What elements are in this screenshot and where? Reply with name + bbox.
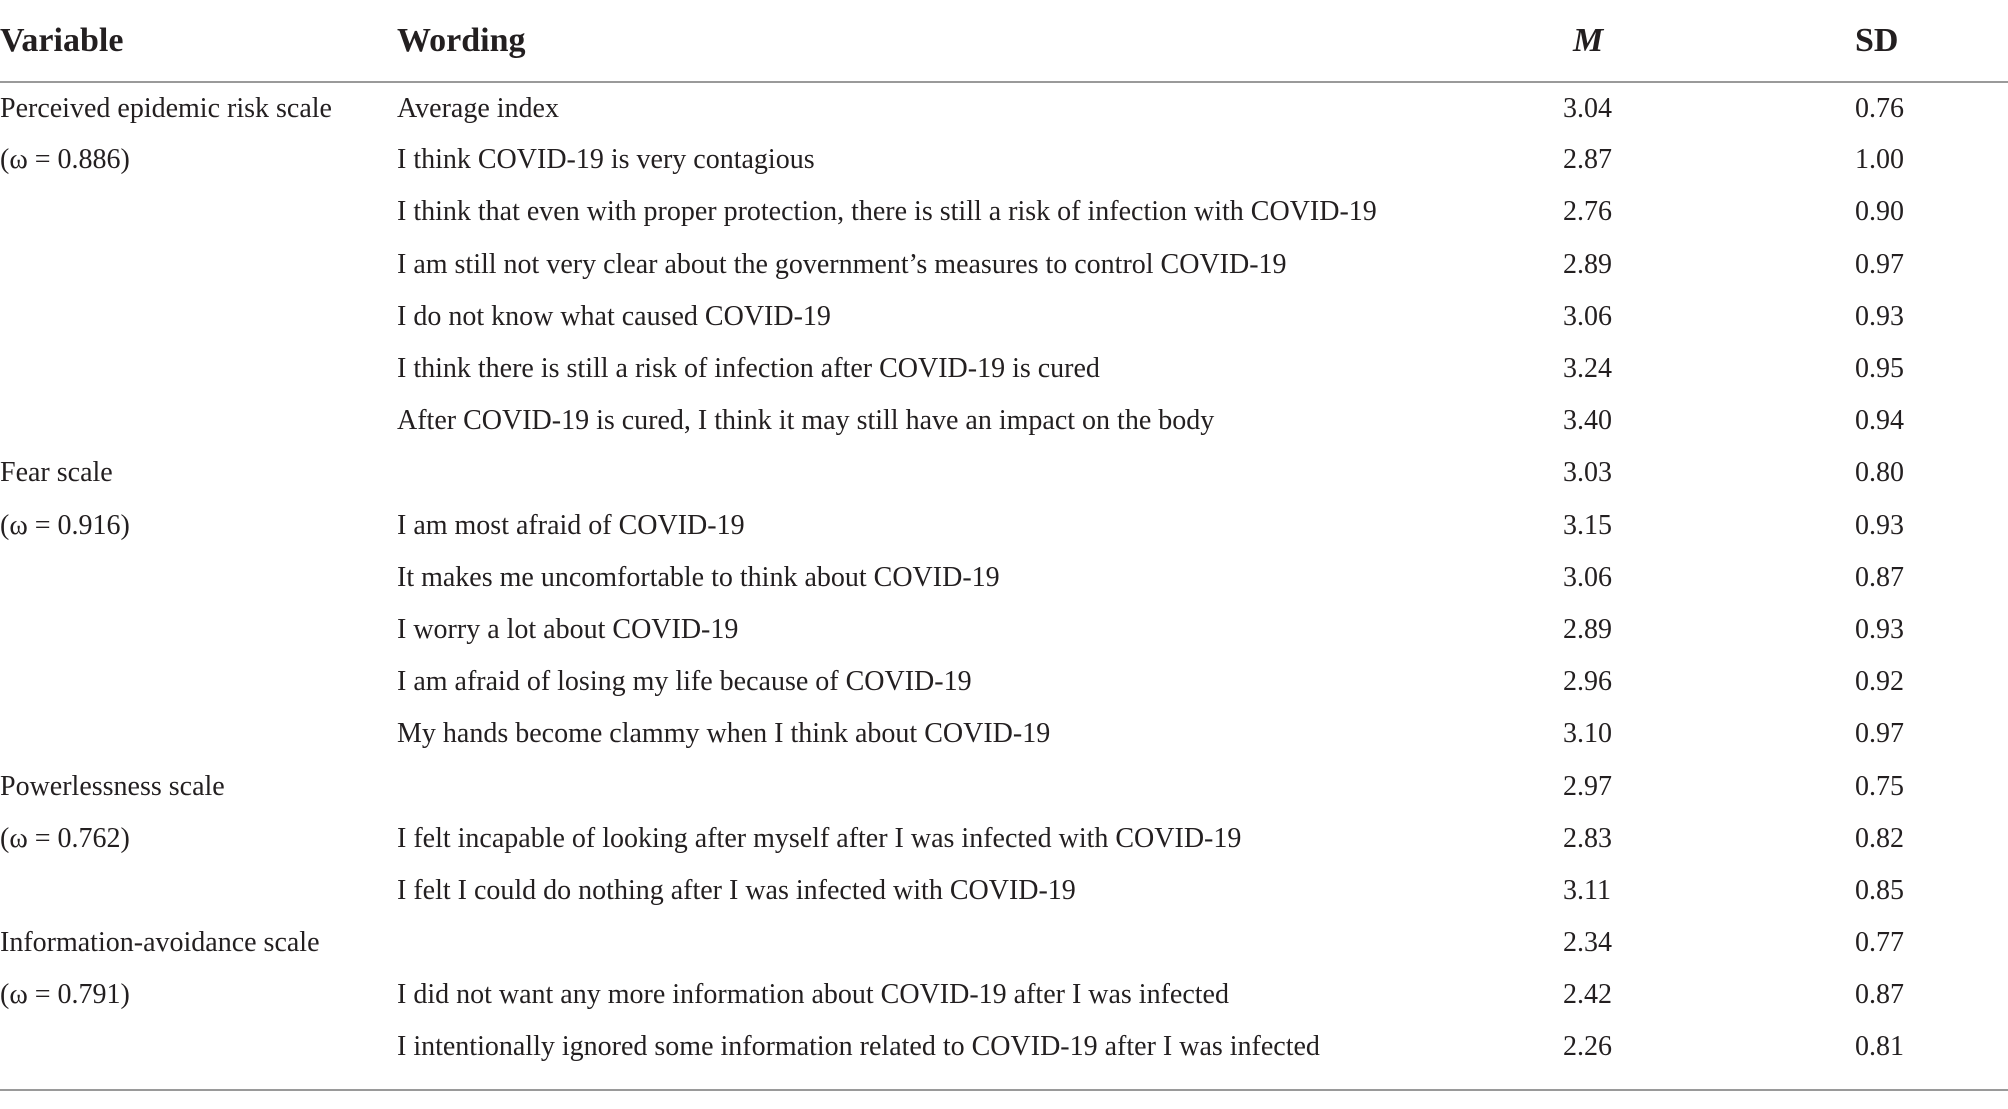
wording-cell: I do not know what caused COVID-19 [397, 300, 831, 332]
header-variable: Variable [0, 0, 397, 82]
header-mean: M [1527, 0, 1917, 82]
variable-cell [0, 291, 397, 343]
table-row [0, 500, 2008, 552]
table-row [0, 604, 2008, 656]
wording-cell: My hands become clammy when I think about COVID-19 [397, 718, 1051, 750]
variable-cell [0, 343, 397, 395]
wording-cell: I think COVID-19 is very contagious [397, 144, 815, 176]
table-header [0, 0, 2008, 82]
variable-cell [0, 239, 397, 291]
sd-value: 0.92 [1855, 666, 1904, 698]
table-body [0, 82, 2008, 1074]
sd-value: 0.90 [1855, 196, 1904, 228]
wording-cell: I did not want any more information about COVID-19 after I was infected [397, 979, 1229, 1011]
sd-value: 0.75 [1855, 770, 1904, 802]
wording-cell: I felt I could do nothing after I was infected with COVID-19 [397, 874, 1076, 906]
mean-cell: 2.34 [1563, 927, 1612, 959]
sd-value: 0.81 [1855, 1031, 1904, 1063]
sd-value: 1.00 [1855, 144, 1904, 176]
wording-cell [397, 917, 1527, 969]
table-row [0, 552, 2008, 604]
sd-cell [1855, 552, 2008, 604]
sd-cell [1855, 760, 2008, 812]
header-row [0, 0, 2008, 82]
variable-cell: (ω = 0.762) [0, 822, 130, 854]
table-row [0, 291, 2008, 343]
sd-cell [1855, 656, 2008, 708]
mean-cell: 3.40 [1563, 405, 1612, 437]
table-row [0, 656, 2008, 708]
bottom-rule [0, 1089, 2008, 1091]
table-row [0, 865, 2008, 917]
variable-cell [0, 604, 397, 656]
mean-cell: 3.15 [1563, 509, 1612, 541]
table-row [0, 708, 2008, 760]
mean-cell: 2.89 [1563, 613, 1612, 645]
variable-cell: Perceived epidemic risk scale [0, 92, 332, 124]
mean-cell: 3.24 [1563, 353, 1612, 385]
sd-value: 0.76 [1855, 92, 1904, 124]
sd-cell [1855, 395, 2008, 447]
sd-cell [1855, 708, 2008, 760]
variable-cell: Powerlessness scale [0, 770, 225, 802]
wording-cell [397, 447, 1527, 499]
sd-value: 0.97 [1855, 718, 1904, 750]
table-row [0, 134, 2008, 186]
wording-cell: I think there is still a risk of infection after COVID-19 is cured [397, 353, 1100, 385]
variable-cell [0, 395, 397, 447]
wording-cell [397, 760, 1527, 812]
sd-cell [1855, 186, 2008, 238]
mean-cell: 3.10 [1563, 718, 1612, 750]
sd-value: 0.80 [1855, 457, 1904, 489]
mean-cell: 3.11 [1563, 874, 1611, 906]
sd-value: 0.85 [1855, 874, 1904, 906]
variable-cell: Fear scale [0, 457, 113, 489]
mean-cell: 2.76 [1563, 196, 1612, 228]
variable-cell [0, 552, 397, 604]
mean-cell: 3.03 [1563, 457, 1612, 489]
wording-cell: I felt incapable of looking after myself after I was infected with COVID-19 [397, 822, 1242, 854]
variable-cell [0, 865, 397, 917]
mean-cell: 2.42 [1563, 979, 1612, 1011]
wording-cell: Average index [397, 92, 559, 124]
variable-cell: (ω = 0.886) [0, 144, 130, 176]
sd-value: 0.93 [1855, 509, 1904, 541]
sd-cell [1855, 447, 2008, 499]
variable-cell [0, 186, 397, 238]
sd-cell [1855, 82, 2008, 134]
header-wording: Wording [397, 0, 1527, 82]
sd-cell [1855, 604, 2008, 656]
sd-cell [1855, 239, 2008, 291]
sd-value: 0.97 [1855, 248, 1904, 280]
wording-cell: I am most afraid of COVID-19 [397, 509, 745, 541]
variable-cell: (ω = 0.916) [0, 509, 130, 541]
sd-value: 0.95 [1855, 353, 1904, 385]
table-row [0, 82, 2008, 134]
wording-cell: I worry a lot about COVID-19 [397, 613, 739, 645]
variable-cell [0, 708, 397, 760]
header-sd [1855, 0, 2008, 82]
sd-value: 0.87 [1855, 561, 1904, 593]
sd-value: 0.82 [1855, 822, 1904, 854]
mean-cell: 2.96 [1563, 666, 1612, 698]
table-row [0, 760, 2008, 812]
wording-cell: I am afraid of losing my life because of COVID-19 [397, 666, 972, 698]
wording-cell: It makes me uncomfortable to think about COVID-19 [397, 561, 1000, 593]
table-row [0, 1021, 2008, 1073]
mean-cell: 2.97 [1563, 770, 1612, 802]
sd-cell [1855, 1021, 2008, 1073]
wording-cell: I am still not very clear about the government’s measures to control COVID-19 [397, 248, 1287, 280]
table-row [0, 395, 2008, 447]
sd-cell [1855, 343, 2008, 395]
mean-cell: 2.87 [1563, 144, 1612, 176]
table-row [0, 917, 2008, 969]
sd-cell [1855, 291, 2008, 343]
variable-cell: (ω = 0.791) [0, 979, 130, 1011]
wording-cell: After COVID-19 is cured, I think it may still have an impact on the body [397, 405, 1215, 437]
sd-value: 0.94 [1855, 405, 1904, 437]
header-sd-label: SD [1855, 21, 1899, 59]
sd-value: 0.93 [1855, 300, 1904, 332]
sd-cell [1855, 969, 2008, 1021]
mean-cell: 3.06 [1563, 300, 1612, 332]
sd-cell [1855, 134, 2008, 186]
mean-cell: 3.06 [1563, 561, 1612, 593]
sd-cell [1855, 917, 2008, 969]
mean-cell: 2.83 [1563, 822, 1612, 854]
wording-cell: I intentionally ignored some information related to COVID-19 after I was infected [397, 1031, 1320, 1063]
table-row [0, 969, 2008, 1021]
variable-cell [0, 656, 397, 708]
table-row [0, 343, 2008, 395]
sd-cell [1855, 813, 2008, 865]
sd-cell [1855, 865, 2008, 917]
mean-cell: 2.26 [1563, 1031, 1612, 1063]
mean-cell: 2.89 [1563, 248, 1612, 280]
table-row [0, 813, 2008, 865]
table-row [0, 186, 2008, 238]
mean-cell: 3.04 [1563, 92, 1612, 124]
table-row [0, 447, 2008, 499]
sd-value: 0.93 [1855, 613, 1904, 645]
wording-cell: I think that even with proper protection, there is still a risk of infection with COVID-19 [397, 196, 1377, 228]
sd-cell [1855, 500, 2008, 552]
table-row [0, 239, 2008, 291]
variable-cell [0, 1021, 397, 1073]
sd-value: 0.87 [1855, 979, 1904, 1011]
sd-value: 0.77 [1855, 927, 1904, 959]
variable-cell: Information-avoidance scale [0, 927, 320, 959]
